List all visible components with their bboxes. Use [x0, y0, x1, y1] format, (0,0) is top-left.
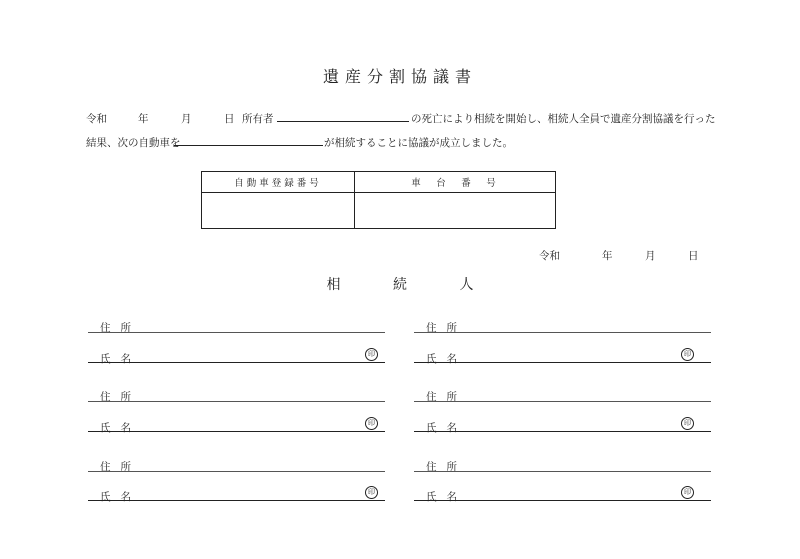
vehicle-table: [201, 171, 556, 229]
cell-registration-number: [202, 193, 355, 229]
intro-text-1: の死亡により相続を開始し、相続人全員で遺産分割協議を行った: [411, 113, 716, 125]
intro-era: 令和: [86, 113, 107, 125]
heir-1-address-label: 住所: [100, 322, 141, 334]
heir-3-name-line: [88, 431, 385, 432]
intro-year: 年: [138, 113, 149, 125]
heir-3-address-line: [88, 401, 385, 402]
heir-blank-line: [174, 145, 323, 146]
owner-label: 所有者: [242, 113, 274, 125]
heir-6-address-line: [414, 471, 711, 472]
heir-5-name-label: 氏名: [100, 491, 141, 503]
heirs-title-char-3: 人: [459, 277, 474, 293]
heir-1-name-label: 氏名: [100, 353, 141, 365]
intro-day: 日: [224, 113, 235, 125]
heir-4-seal-icon: 印: [681, 417, 694, 430]
owner-blank-line: [277, 121, 409, 122]
document-title: 遺産分割協議書: [322, 67, 477, 86]
intro-text-3: が相続することに協議が成立しました。: [324, 137, 513, 149]
cell-chassis-number: [355, 193, 556, 229]
heir-5-name-line: [88, 500, 385, 501]
heir-3-name-label: 氏名: [100, 422, 141, 434]
intro-month: 月: [181, 113, 192, 125]
intro-text-2: 結果、次の自動車を: [86, 137, 181, 149]
heirs-title-char-2: 続: [393, 277, 407, 293]
heir-6-seal-icon: 印: [681, 486, 694, 499]
heir-6-name-label: 氏名: [426, 491, 467, 503]
date-day: 日: [688, 250, 699, 262]
heir-4-address-line: [414, 401, 711, 402]
header-registration-number: 自動車登録番号: [202, 172, 355, 193]
heir-2-address-label: 住所: [426, 322, 467, 334]
date-year: 年: [602, 250, 613, 262]
date-era: 令和: [539, 250, 560, 262]
header-chassis-number: 車 台 番 号: [355, 172, 556, 193]
heir-4-name-line: [414, 431, 711, 432]
heir-1-address-line: [88, 332, 385, 333]
heir-2-seal-icon: 印: [681, 348, 694, 361]
heir-6-name-line: [414, 500, 711, 501]
heir-1-name-line: [88, 362, 385, 363]
heir-3-address-label: 住所: [100, 391, 141, 403]
heir-4-address-label: 住所: [426, 391, 467, 403]
date-month: 月: [645, 250, 656, 262]
heir-2-name-line: [414, 362, 711, 363]
heir-2-address-line: [414, 332, 711, 333]
heir-5-seal-icon: 印: [365, 486, 378, 499]
heir-6-address-label: 住所: [426, 461, 467, 473]
heirs-title-char-1: 相: [326, 277, 341, 293]
heir-5-address-label: 住所: [100, 461, 141, 473]
heir-4-name-label: 氏名: [426, 422, 467, 434]
heirs-title: [0, 274, 800, 294]
heir-5-address-line: [88, 471, 385, 472]
heir-1-seal-icon: 印: [365, 348, 378, 361]
heir-3-seal-icon: 印: [365, 417, 378, 430]
heir-2-name-label: 氏名: [426, 353, 467, 365]
